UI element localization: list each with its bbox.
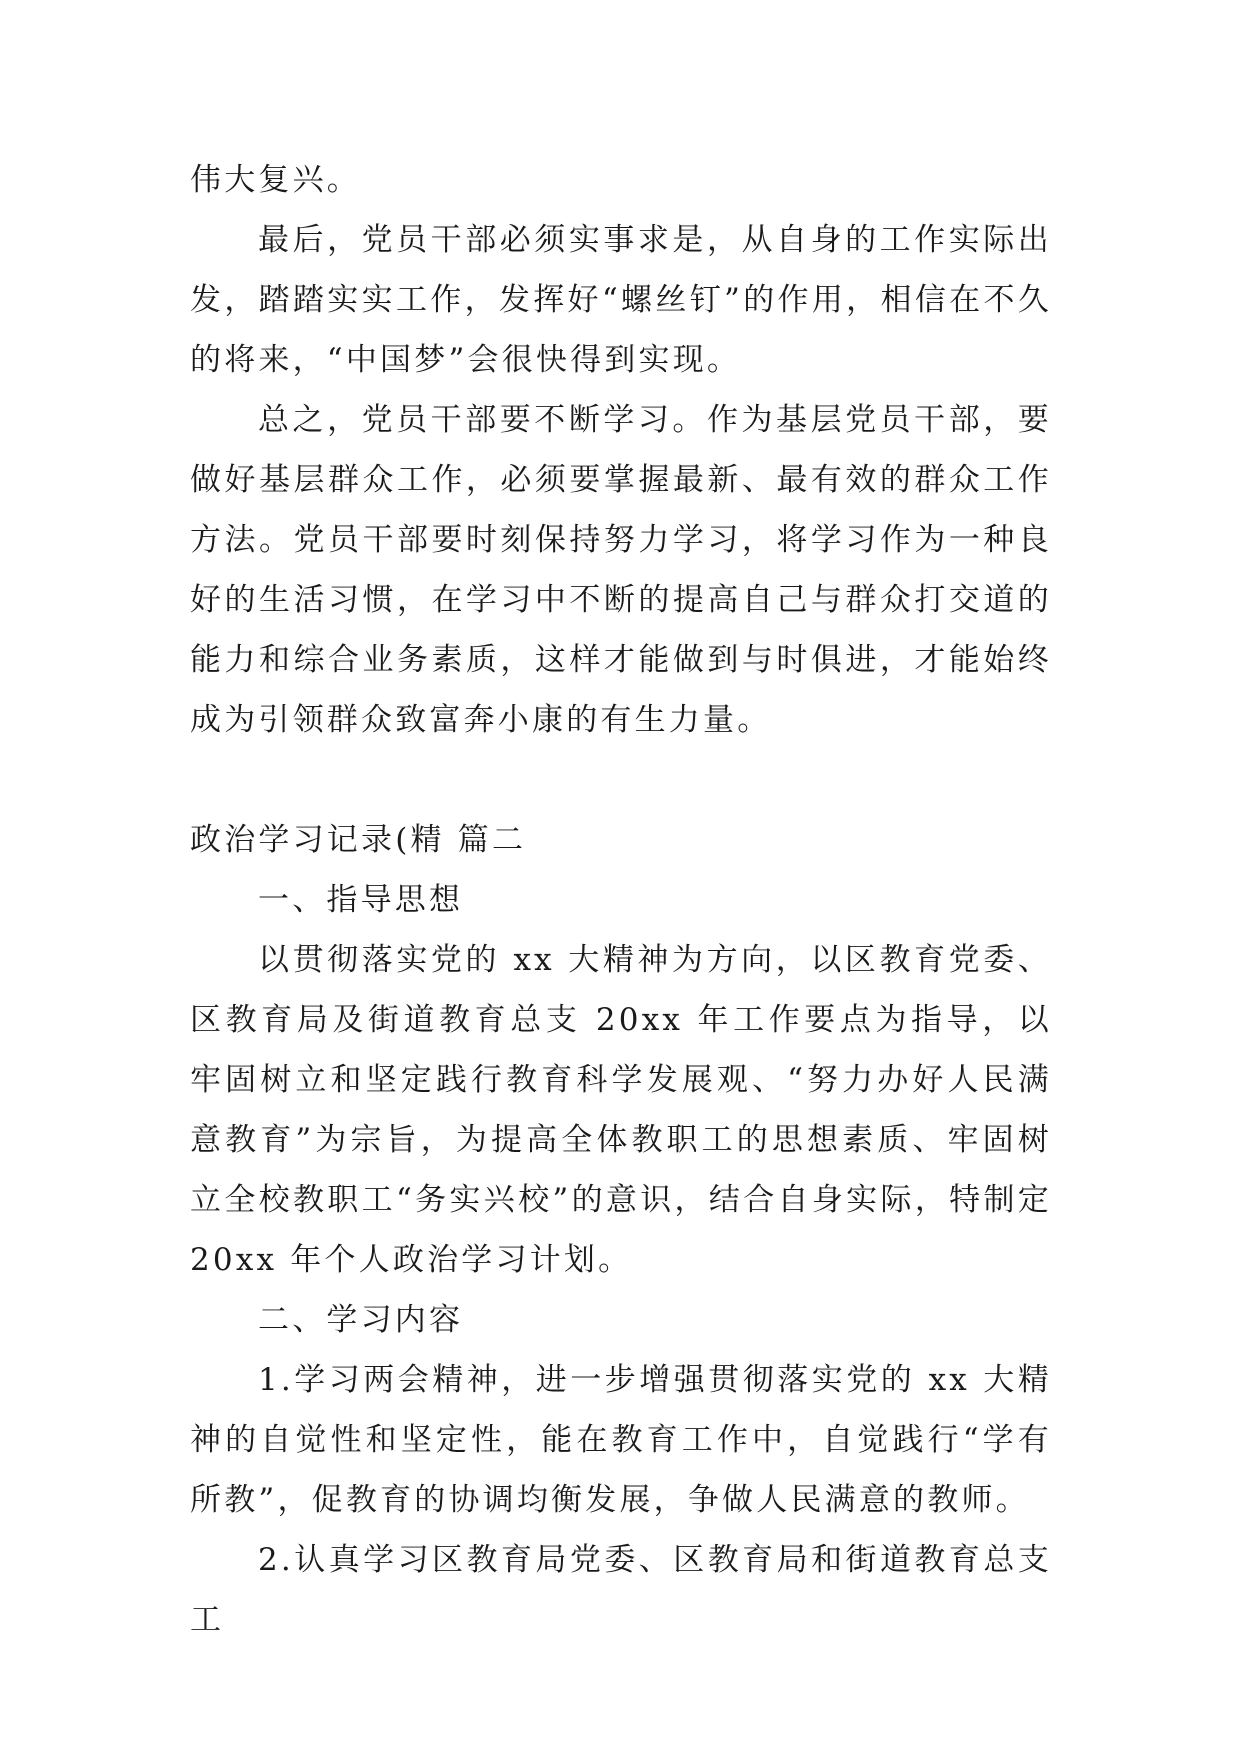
list-item-2: 2.认真学习区教育局党委、区教育局和街道教育总支工 <box>190 1542 1052 1638</box>
paragraph-summary: 总之，党员干部要不断学习。作为基层党员干部，要做好基层群众工作，必须要掌握最新、最有效的群众工作方法。党员干部要时刻保持努力学习，将学习作为一种良好的生活习惯，在学习中不断的提高自己与群众打交道的能力和综合业务素质，这样才能做到与时俱进，才能始终成为引领群众致富奔小康的有生力量。 <box>190 402 1052 738</box>
list-item-1: 1.学习两会精神，进一步增强贯彻落实党的 xx 大精神的自觉性和坚定性，能在教育工作中，自觉践行“学有所教”，促教育的协调均衡发展，争做人民满意的教师。 <box>190 1362 1052 1518</box>
section1-body: 以贯彻落实党的 xx 大精神为方向，以区教育党委、区教育局及街道教育总支 20xx 年工作要点为指导，以牢固树立和坚定践行教育科学发展观、“努力办好人民满意教育”为宗旨，为提高全体教职工的思想素质、牢固树立全校教职工“务实兴校”的意识，结合自身实际，特制定 20xx 年个人政治学习计划。 <box>190 942 1052 1278</box>
section2-heading: 二、学习内容 <box>258 1302 464 1338</box>
section1-heading: 一、指导思想 <box>258 882 464 918</box>
document-body <box>190 150 1052 1650</box>
paragraph-continuation: 伟大复兴。 <box>190 162 361 198</box>
paragraph-finally: 最后，党员干部必须实事求是，从自身的工作实际出发，踏踏实实工作，发挥好“螺丝钉”的作用，相信在不久的将来，“中国梦”会很快得到实现。 <box>190 222 1052 378</box>
section-title: 政治学习记录(精 篇二 <box>190 822 527 858</box>
